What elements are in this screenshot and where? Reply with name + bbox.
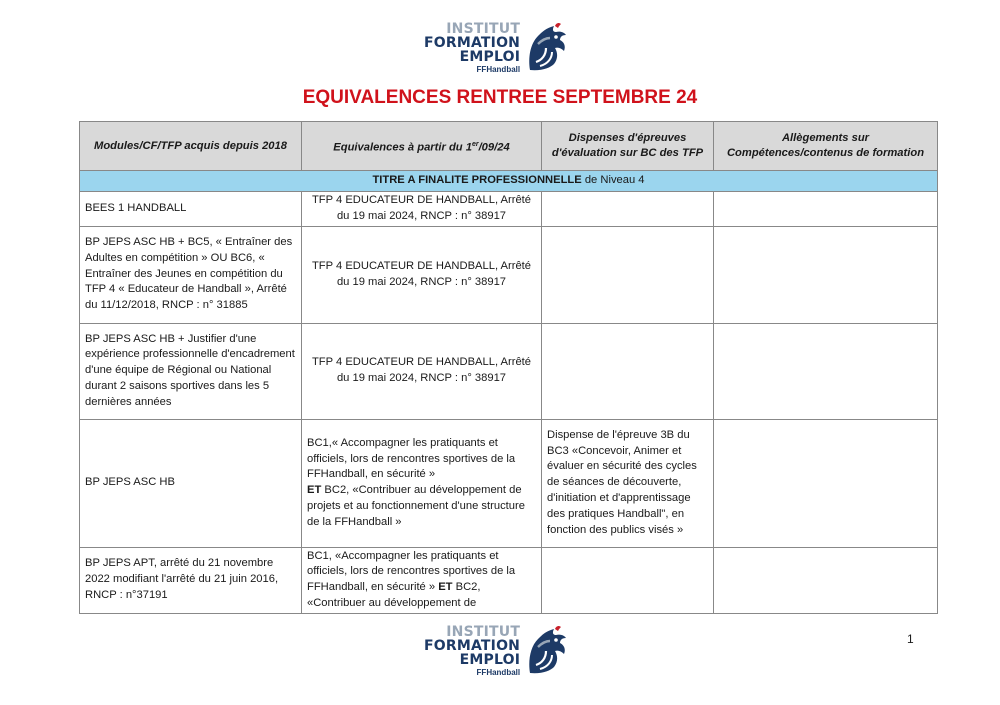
header-allegements: Allègements sur Compétences/contenus de formation: [714, 122, 938, 171]
section-band-bold: TITRE A FINALITE PROFESSIONNELLE: [372, 174, 582, 187]
row-5-equivalence: [302, 547, 542, 613]
row-5-modules: BP JEPS APT, arrêté du 21 novembre 2022 modifiant l'arrêté du 21 juin 2016, RNCP : n°37191: [80, 547, 302, 613]
row-3-allegement: [714, 323, 938, 419]
header-logo: [424, 22, 568, 74]
logo-line-institut: INSTITUT: [446, 21, 521, 37]
row-1-equivalence: TFP 4 EDUCATEUR DE HANDBALL, Arrêté du 19 mai 2024, RNCP : n° 38917: [302, 192, 542, 227]
logo-line-formation: FORMATION: [424, 35, 521, 51]
row-4-dispense: Dispense de l'épreuve 3B du BC3 «Concevoir, Animer et évaluer en sécurité des cycles de séances de découverte, d'initiation et d'apprentissage des pratiques Handball", en fonction des publics visés »: [542, 419, 714, 547]
row-2-modules: BP JEPS ASC HB + BC5, « Entraîner des Adultes en compétition » OU BC6, « Entraîner des Jeunes en compétition du TFP 4 « Educateur de Handball », Arrêté du 11/12/2018, RNCP : n° 31885: [80, 226, 302, 323]
row-3-dispense: [542, 323, 714, 419]
table-row: [80, 192, 938, 227]
footer-logo-line-ffhandball: FFHandball: [476, 668, 521, 677]
footer-logo-line-emploi: EMPLOI: [459, 652, 521, 668]
row-4-equivalence: [302, 419, 542, 547]
row-3-equivalence: TFP 4 EDUCATEUR DE HANDBALL, Arrêté du 19 mai 2024, RNCP : n° 38917: [302, 323, 542, 419]
row-1-dispense: [542, 192, 714, 227]
row-4-allegement: [714, 419, 938, 547]
table-row: [80, 419, 938, 547]
row-4-bc2-text: BC2, «Contribuer au développement de projets et au fonctionnement d'une structure de la FFHandball »: [307, 484, 525, 528]
header-equivalences-sup: er: [471, 140, 479, 148]
logo-line-emploi: EMPLOI: [459, 49, 521, 65]
row-3-modules: BP JEPS ASC HB + Justifier d'une expérience professionnelle d'encadrement d'une équipe de Régional ou National durant 2 saisons sportives dans les 5 dernières années: [80, 323, 302, 419]
page-number: 1: [907, 632, 914, 646]
footer-logo: [424, 625, 568, 677]
header-modules: Modules/CF/TFP acquis depuis 2018: [80, 122, 302, 171]
row-4-modules: BP JEPS ASC HB: [80, 419, 302, 547]
row-2-allegement: [714, 226, 938, 323]
rooster-emblem-icon: [524, 22, 568, 74]
row-5-dispense: [542, 547, 714, 613]
row-1-allegement: [714, 192, 938, 227]
table-row: [80, 226, 938, 323]
row-4-bc1-text: BC1,« Accompagner les pratiquants et officiels, lors de rencontres sportives de la FFHandball, en sécurité »: [307, 436, 516, 481]
row-4-et-text: ET: [307, 484, 322, 497]
row-5-allegement: [714, 547, 938, 613]
section-band: [80, 171, 938, 192]
footer-logo-line-institut: INSTITUT: [446, 624, 521, 640]
row-5-et-text: ET: [438, 581, 453, 594]
footer-rooster-emblem-icon: [524, 625, 568, 677]
table-row: [80, 547, 938, 613]
header-dispenses: Dispenses d'épreuves d'évaluation sur BC des TFP: [542, 122, 714, 171]
header-equivalences: [302, 122, 542, 171]
row-2-equivalence: TFP 4 EDUCATEUR DE HANDBALL, Arrêté du 19 mai 2024, RNCP : n° 38917: [302, 226, 542, 323]
row-5-bc1-text: BC1, «Accompagner les pratiquants et officiels, lors de rencontres sportives de la FFHandball, en sécurité »: [307, 549, 516, 594]
document-title: EQUIVALENCES RENTREE SEPTEMBRE 24: [302, 87, 698, 108]
table-row: [80, 323, 938, 419]
row-1-modules: BEES 1 HANDBALL: [80, 192, 302, 227]
equivalences-table: [79, 121, 938, 614]
logo-line-ffhandball: FFHandball: [476, 65, 521, 74]
header-equivalences-date: /09/24: [478, 141, 510, 154]
row-2-dispense: [542, 226, 714, 323]
row-5-bc2-text: BC2, «Contribuer au développement de: [307, 581, 481, 609]
table-header-row: [80, 122, 938, 171]
section-band-cell: [80, 171, 938, 192]
section-band-rest: de Niveau 4: [581, 174, 645, 187]
footer-logo-line-formation: FORMATION: [424, 638, 521, 654]
header-equivalences-text: Equivalences à partir du 1: [333, 141, 472, 154]
